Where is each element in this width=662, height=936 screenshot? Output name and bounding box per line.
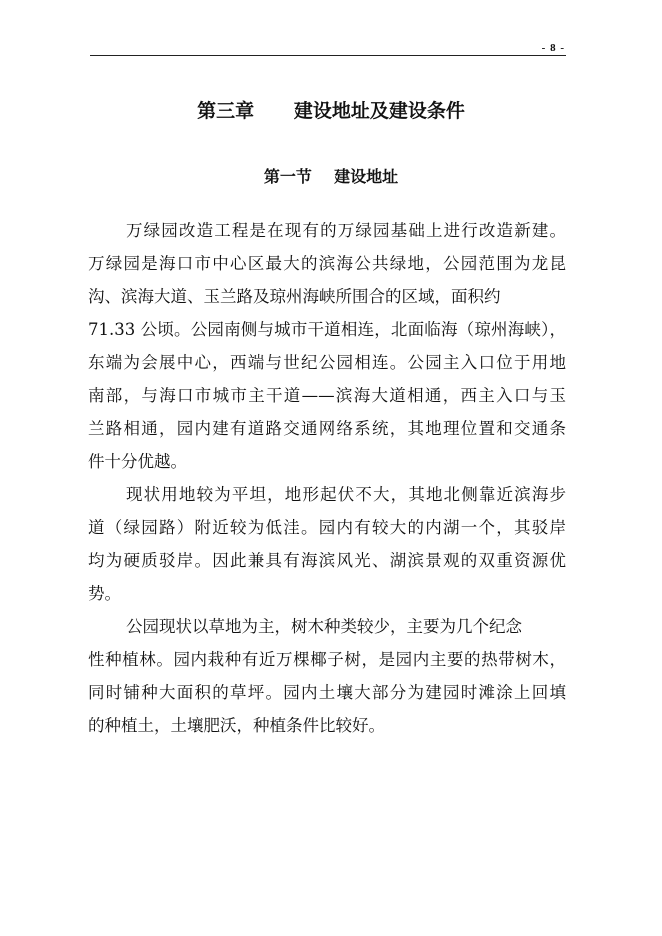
header-rule	[90, 55, 566, 56]
paragraph-2-line-2: 道（绿园路）附近较为低洼。园内有较大的内湖一个，其驳岸	[88, 518, 566, 537]
paragraph-3-line-1: 公园现状以草地为主，树木种类较少，主要为几个纪念	[126, 617, 522, 636]
paragraph-2-line-3: 均为硬质驳岸。因此兼具有海滨风光、湖滨景观的双重资源优	[88, 551, 566, 570]
paragraph-1-line-6: 南部，与海口市城市主干道——滨海大道相通，西主入口与玉	[88, 386, 566, 405]
paragraph-3-line-3: 同时铺种大面积的草坪。园内土壤大部分为建园时滩涂上回填	[88, 683, 566, 702]
paragraph-3-line-4: 的种植土，土壤肥沃，种植条件比较好。	[88, 716, 385, 735]
paragraph-1-line-5: 东端为会展中心，西端与世纪公园相连。公园主入口位于用地	[88, 353, 566, 372]
paragraph-1-line-4: 71.33 公顷。公园南侧与城市干道相连，北面临海（琼州海峡），	[88, 320, 566, 339]
paragraph-1-line-3: 沟、滨海大道、玉兰路及琼州海峡所围合的区域，面积约	[88, 287, 501, 306]
page-number: - 8 -	[541, 42, 565, 54]
section-title: 第一节 建设地址	[263, 167, 399, 186]
paragraph-3-line-2: 性种植林。园内栽种有近万棵椰子树，是园内主要的热带树木，	[88, 650, 566, 669]
paragraph-2-line-4: 势。	[88, 584, 121, 603]
paragraph-1-line-1: 万绿园改造工程是在现有的万绿园基础上进行改造新建。	[126, 221, 566, 240]
paragraph-1-line-8: 件十分优越。	[88, 452, 187, 471]
paragraph-2-line-1: 现状用地较为平坦，地形起伏不大，其地北侧靠近滨海步	[126, 485, 566, 504]
paragraph-1-line-7: 兰路相通，园内建有道路交通网络系统，其地理位置和交通条	[88, 419, 566, 438]
paragraph-1-line-2: 万绿园是海口市中心区最大的滨海公共绿地，公园范围为龙昆	[88, 254, 566, 273]
chapter-title: 第三章 建设地址及建设条件	[197, 100, 465, 122]
